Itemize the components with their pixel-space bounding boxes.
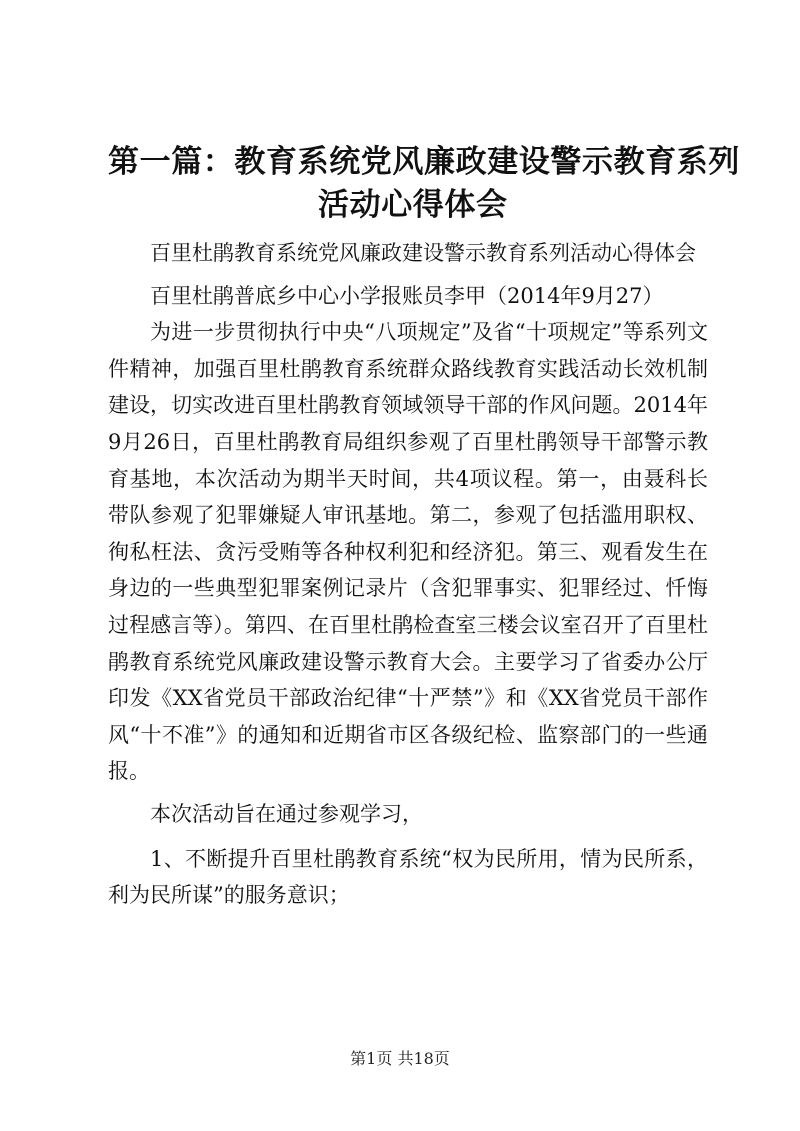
paragraph-author: 百里杜鹃普底乡中心小学报账员李甲（2014年9月27） <box>150 283 664 308</box>
paragraph-point-1: 1、不断提升百里杜鹃教育系统“权为民所用，情为民所系，利为民所谋”的服务意识； <box>108 846 708 908</box>
document-title-line-2: 活动心得体会 <box>318 187 508 223</box>
paragraph-subtitle: 百里杜鹃教育系统党风廉政建设警示教育系列活动心得体会 <box>150 241 696 265</box>
document-body <box>108 235 708 914</box>
document-title-line-1: 第一篇：教育系统党风廉政建设警示教育系列 <box>108 144 740 180</box>
paragraph-purpose: 本次活动旨在通过参观学习， <box>150 801 423 826</box>
page-number-footer: 第1页 共18页 <box>350 1049 450 1068</box>
paragraph-main: 为进一步贯彻执行中央“八项规定”及省“十项规定”等系列文件精神，加强百里杜鹃教育系统群众路线教育实践活动长效机制建设，切实改进百里杜鹃教育领域领导干部的作风问题。2014年9月26日，百里杜鹃教育局组织参观了百里杜鹃领导干部警示教育基地，本次活动为期半天时间，共4项议程。第一，由聂科长带队参观了犯罪嫌疑人审讯基地。第二，参观了包括滥用职权、徇私枉法、贪污受贿等各种权利犯和经济犯。第三、观看发生在身边的一些典型犯罪案例记录片（含犯罪事实、犯罪经过、忏悔过程感言等）。第四、在百里杜鹃检查室三楼会议室召开了百里杜鹃教育系统党风廉政建设警示教育大会。主要学习了省委办公厅印发《XX省党员干部政治纪律“十严禁”》和《XX省党员干部作风“十不准”》的通知和近期省市区各级纪检、监察部门的一些通报。 <box>108 320 708 784</box>
